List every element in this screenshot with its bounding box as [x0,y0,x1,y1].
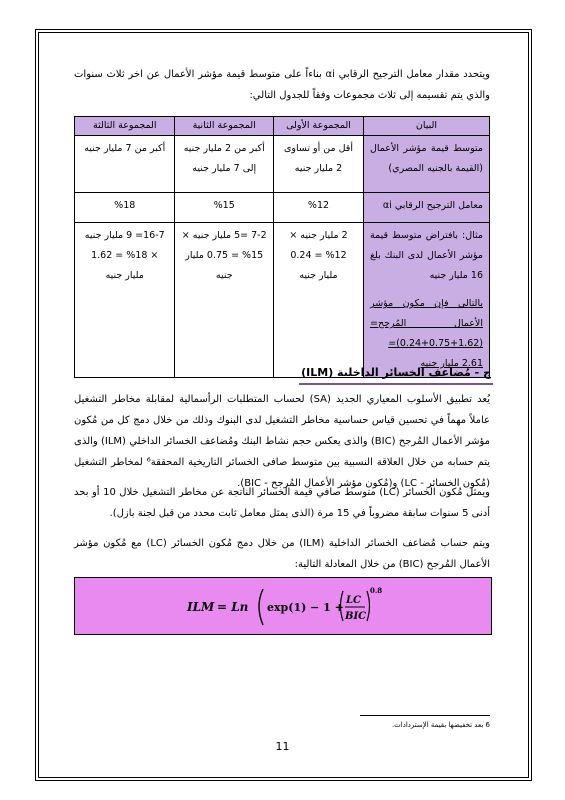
header-group-3: المجموعة الثالثة [75,117,175,136]
row-label: معامل الترجيح الرقابي αi [364,193,490,223]
inner-right-paren [367,591,370,621]
formula-lhs: ILM [187,600,215,614]
paragraph-lc: ويمثل مُكون الخسائر (LC) متوسط صافي قيمة الخسائر الناتجة عن مخاطر التشغيل خلال 10 أو بحد أدنى 5 سنوات سابقة مضروباً في 15 مرة (الذى يمثل معامل ثابت محدد من قبل لجنة بازل). [74,487,491,519]
formula-inner: exp(1) − 1 + [267,601,344,614]
table-cell: أكبر من 2 مليار جنيه إلى 7 مليار جنيه [175,136,274,193]
formula-denominator: BIC [345,611,367,622]
table-row [75,223,490,378]
footnote: 6 بعد تخفيضها بقيمة الإستردادات. [391,721,490,729]
table-cell: %15 [175,193,274,223]
weighting-table [74,116,490,378]
footnote-separator [360,715,490,716]
paragraph-formula-intro: ويتم حساب مُضاعف الخسائر الداخلية (ILM) من خلال دمج مُكون الخسائر (LC) مع مُكون مؤشر الأعمال المُرجح (BIC) من خلال المعادلة التالية: [74,538,490,570]
formula-numerator: LC [346,595,361,606]
example-text: مثال: بافتراض متوسط قيمة مؤشر الأعمال لدى البنك بلغ 16 مليار جنيه [370,230,483,281]
table-cell: 2 مليار جنيه × 12% = 0.24 مليار جنيه [273,223,363,378]
header-group-1: المجموعة الأولى [273,117,363,136]
page-number: 11 [275,740,290,753]
table-cell: أقل من أو تساوى 2 مليار جنيه [273,136,363,193]
table-cell: %12 [273,193,363,223]
formula-exponent: 0.8 [370,586,383,595]
table-cell: 7-2 =5 مليار جنيه × 15% = 0.75 مليار جنيه [175,223,274,378]
table-row [75,193,490,223]
header-group-2: المجموعة الثانية [175,117,274,136]
table-header-row [75,117,490,136]
ilm-formula [183,581,383,631]
intro-paragraph: ويتحدد مقدار معامل الترجيح الرقابي αi بناءاً على متوسط قيمة مؤشر الأعمال عن اخر ثلاث سنوات والذي يتم تقسيمه إلى ثلاث مجموعات وفقاً للجدول التالي: [74,69,491,101]
paragraph-ilm-intro: يُعد تطبيق الأسلوب المعياري الجديد (SA) لحساب المتطلبات الرأسمالية لمقابلة مخاطر التشغيل عاملاً مهماً في تحسين قياس حساسية مخاطر التشغيل لدى البنوك وذلك من خلال دمج كل من مُكون مؤشر الأعمال المُرجح (BIC) والذى يعكس حجم نشاط البنك ومُضاعف الخسائر الداخلي (ILM) والذى يتم حسابه من خلال العلاقة النسبية بين متوسط صافى الخسائر التاريخية المحققة⁶ لمخاطر التشغيل (مُكون الخسائر - LC) و(مُكون مؤشر الأعمال المُرجح - BIC). [74,394,490,489]
row-label [364,223,490,378]
table-row [75,136,490,193]
ilm-formula-box [74,577,492,635]
section-heading: ج - مُضاعف الخسائر الداخلية (ILM) [299,364,493,385]
formula-ln: = Ln [217,600,249,614]
table-cell: أكبر من 7 مليار جنيه [75,136,175,193]
table-cell: %18 [75,193,175,223]
header-description: البيان [364,117,490,136]
left-paren [259,589,263,625]
example-result: بالتالي فإن مكون مؤشر الأعمال المُرجح=(1.62+0.75+0.24)= 2.61 مليار جنيه [370,298,483,369]
row-label: متوسط قيمة مؤشر الأعمال (القيمة بالجنيه المصري) [364,136,490,193]
table-cell: 16-7= 9 مليار جنيه × 18% = 1.62 مليار جنيه [75,223,175,378]
